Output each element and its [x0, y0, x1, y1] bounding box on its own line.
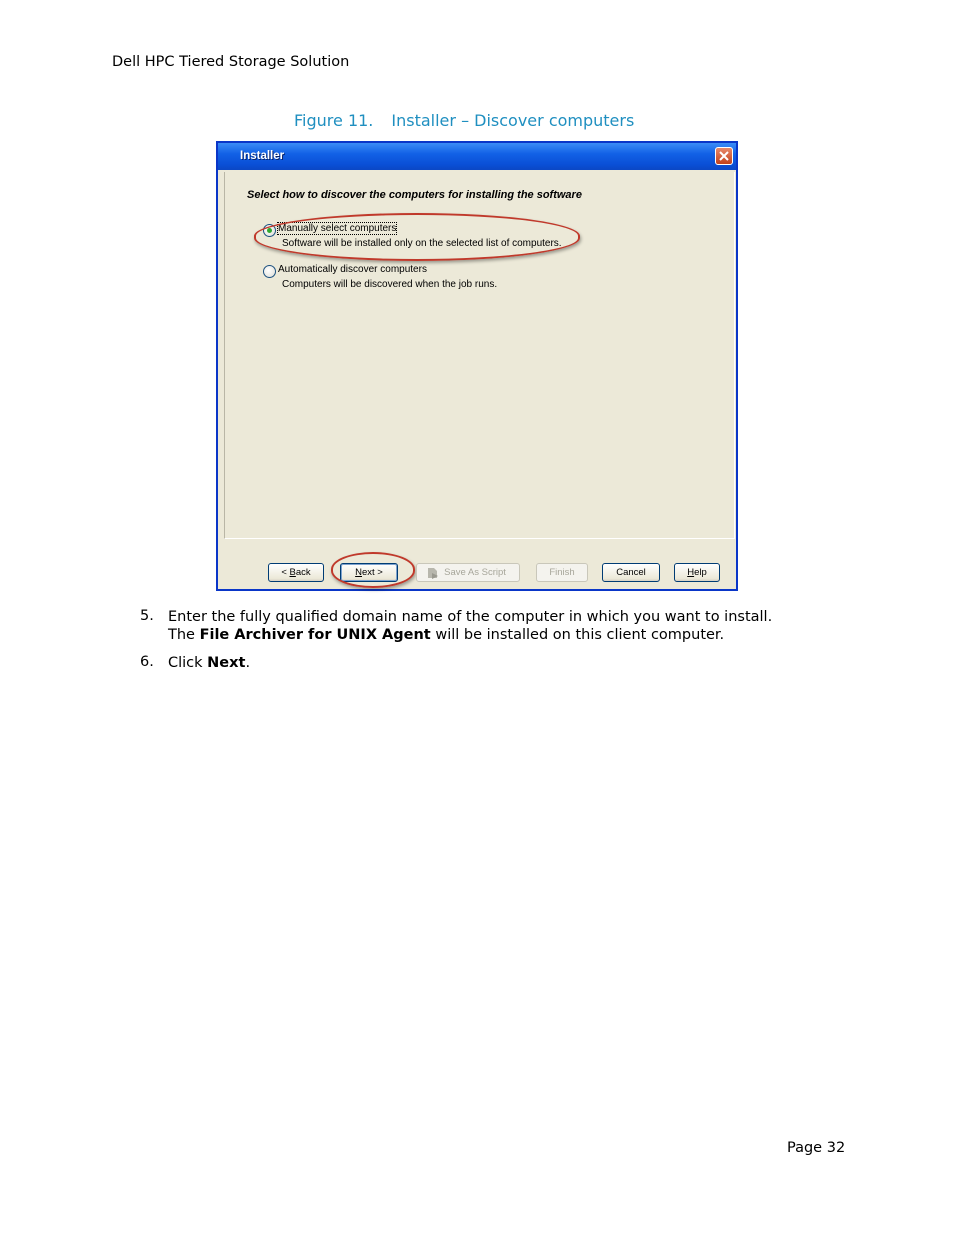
step-text: Enter the fully qualified domain name of the computer in which you want to install. The File Archiver for UNIX Agent will be installed on this client computer. — [168, 609, 773, 643]
option-manual-label[interactable]: Manually select computers — [278, 223, 397, 234]
finish-button[interactable]: Finish — [536, 563, 588, 582]
next-button[interactable]: Next > — [340, 563, 398, 582]
close-button[interactable] — [715, 147, 733, 165]
radio-automatic[interactable] — [263, 265, 276, 278]
document-header: Dell HPC Tiered Storage Solution — [112, 54, 350, 70]
page-number: Page 32 — [787, 1140, 846, 1156]
dialog-heading: Select how to discover the computers for installing the software — [247, 189, 582, 201]
save-as-script-button[interactable]: Save As Script — [416, 563, 520, 582]
figure-label: Figure 11. — [294, 111, 374, 130]
figure-title: Installer – Discover computers — [391, 111, 635, 130]
script-icon — [427, 567, 439, 579]
step-number: 5. — [140, 608, 154, 624]
dialog-titlebar[interactable] — [218, 143, 736, 170]
option-manual-description: Software will be installed only on the selected list of computers. — [282, 238, 562, 249]
step-number: 6. — [140, 654, 154, 670]
option-automatic-label[interactable]: Automatically discover computers — [278, 264, 427, 275]
close-icon — [719, 151, 729, 161]
step-text: Click Next. — [168, 655, 251, 671]
option-automatic-description: Computers will be discovered when the job runs. — [282, 279, 498, 290]
back-button[interactable]: < Back — [268, 563, 324, 582]
highlight-next-button — [331, 552, 415, 588]
highlight-manual-option — [254, 213, 580, 261]
figure-caption — [294, 111, 634, 130]
installer-dialog — [216, 141, 738, 591]
dialog-title: Installer — [240, 150, 285, 162]
cancel-button[interactable]: Cancel — [602, 563, 660, 582]
help-button[interactable]: Help — [674, 563, 720, 582]
